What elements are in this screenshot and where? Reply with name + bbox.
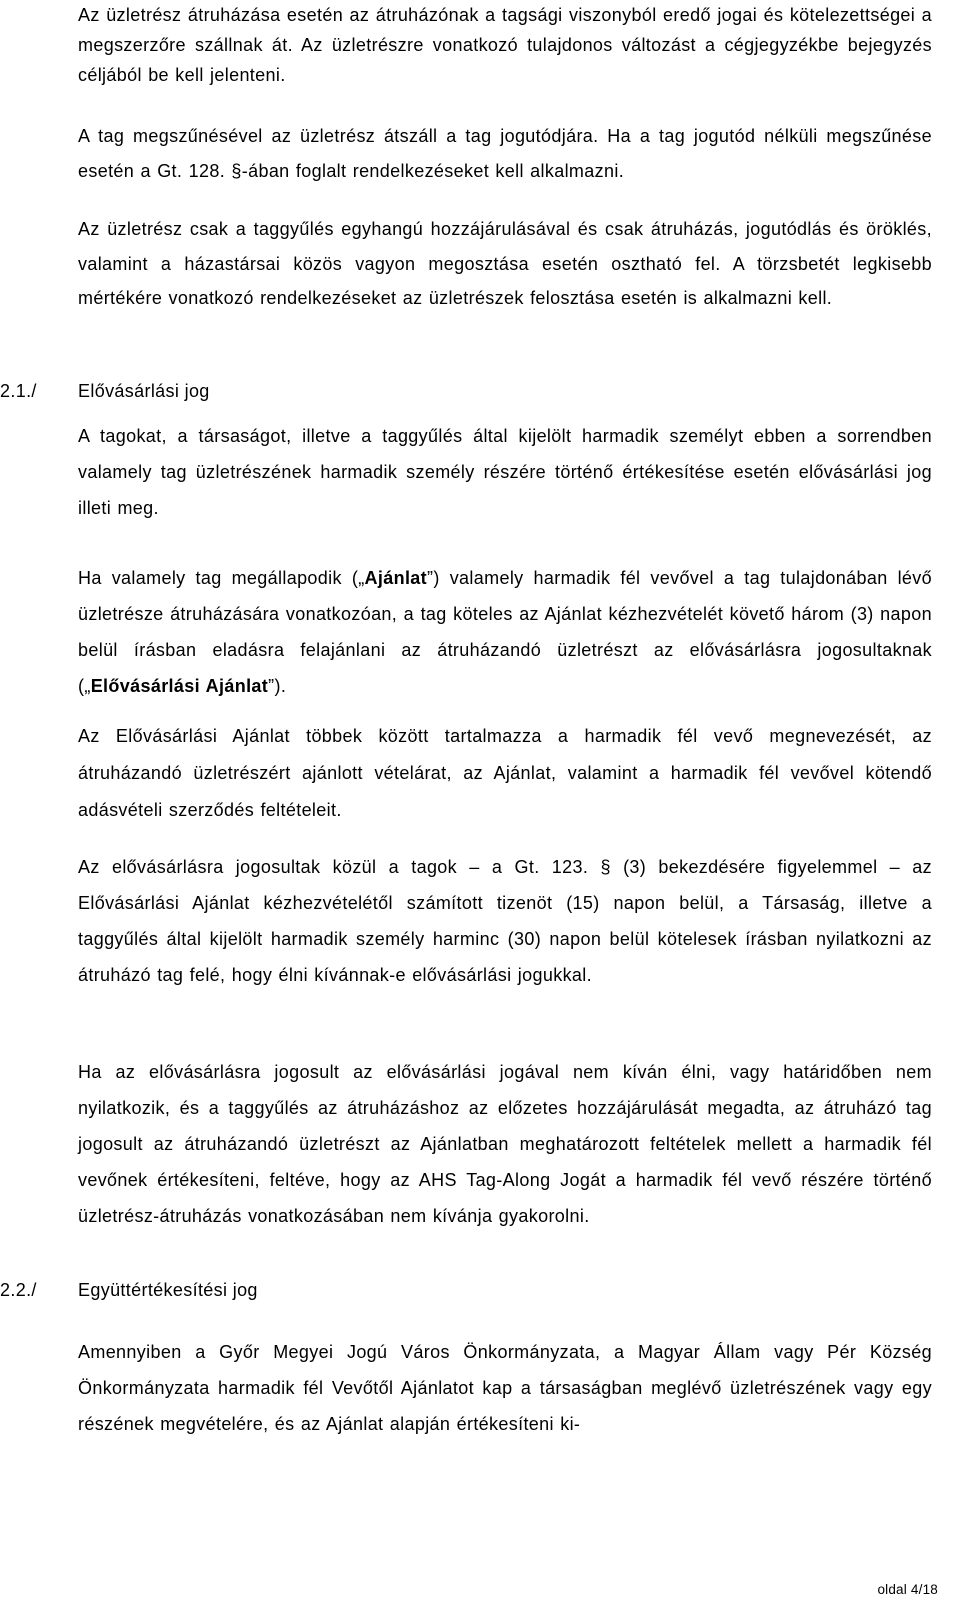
paragraph-response-deadlines: Az elővásárlásra jogosultak közül a tagok – a Gt. 123. § (3) bekezdésére figyelemmel – az Elővásárlási Ajánlat kézhezvételétől számított tizenöt (15) napon belül, a Társaság, illetve a taggyűlés által kijelölt harmadik személy harminc (30) napon belül kötelesek írásban nyilatkozni az átruházó tag felé, hogy élni kívánnak-e elővásárlási jogukkal. (78, 857, 932, 985)
page-number: oldal 4/18 (877, 1582, 938, 1597)
section-title: Együttértékesítési jog (78, 1280, 258, 1300)
paragraph-offer-definition (78, 560, 932, 704)
paragraph-share-division: Az üzletrész csak a taggyűlés egyhangú hozzájárulásával és csak átruházás, jogutódlás és öröklés, valamint a házastársai közös vagyon megosztása esetén osztható fel. A törzsbetét legkisebb mértékére vonatkozó rendelkezéseket az üzletrészek felosztása esetén is alkalmazni kell. (78, 219, 932, 308)
text-run: Ha valamely tag megállapodik („ (78, 568, 365, 588)
paragraph-member-termination: A tag megszűnésével az üzletrész átszáll a tag jogutódjára. Ha a tag jogutód nélküli megszűnése esetén a Gt. 128. §-ában foglalt rendelkezéseket kell alkalmazni. (78, 126, 932, 181)
paragraph-offer-contents: Az Elővásárlási Ajánlat többek között tartalmazza a harmadik fél vevő megnevezését, az átruházandó üzletrészért ajánlott vételárat, az Ajánlat, valamint a harmadik fél vevővel kötendő adásvételi szerződés feltételeit. (78, 726, 932, 820)
text-run: ”) valamely harmadik fél vevővel a tag tulajdonában lévő üzletrésze átruházására vonatkozóan, a tag köteles az Ajánlat kézhezvételét követő három (3) napon belül írásban eladásra felajánlani az átruházandó üzletrészt az elővásárlásra jogosultaknak („ (78, 568, 933, 696)
paragraph-third-party-sale: Ha az elővásárlásra jogosult az elővásárlási jogával nem kíván élni, vagy határidőben nem nyilatkozik, és a taggyűlés az átruházáshoz az előzetes hozzájárulását megadta, az átruházó tag jogosult az átruházandó üzletrészt az Ajánlatban meghatározott feltételek mellett a harmadik fél vevőnek értékesíteni, feltéve, hogy az AHS Tag-Along Jogát a harmadik fél vevő részére történő üzletrész-átruházás vonatkozásában nem kívánja gyakorolni. (78, 1062, 932, 1226)
paragraph-municipal-offer: Amennyiben a Győr Megyei Jogú Város Önkormányzata, a Magyar Állam vagy Pér Község Önkormányzata harmadik fél Vevőtől Ajánlatot kap a társaságban meglévő üzletrészének vagy egy részének megvételére, és az Ajánlat alapján értékesíteni ki- (78, 1342, 932, 1434)
text-run: ”). (268, 676, 287, 696)
section-title: Elővásárlási jog (78, 381, 210, 401)
section-number: 2.1./ (0, 381, 37, 401)
paragraph-share-transfer-rights: Az üzletrész átruházása esetén az átruházónak a tagsági viszonyból eredő jogai és kötelezettségei a megszerzőre szállnak át. Az üzletrészre vonatkozó tulajdonos változást a cégjegyzékbe bejegyzés céljából be kell jelenteni. (78, 5, 932, 85)
defined-term-pre-emption-offer: Elővásárlási Ajánlat (90, 676, 269, 696)
defined-term-offer: Ajánlat (364, 568, 428, 588)
paragraph-pre-emption-holders: A tagokat, a társaságot, illetve a taggyűlés által kijelölt harmadik személyt ebben a sorrendben valamely tag üzletrészének harmadik személy részére történő értékesítése esetén elővásárlási jog illeti meg. (78, 426, 932, 518)
section-number: 2.2./ (0, 1280, 37, 1300)
